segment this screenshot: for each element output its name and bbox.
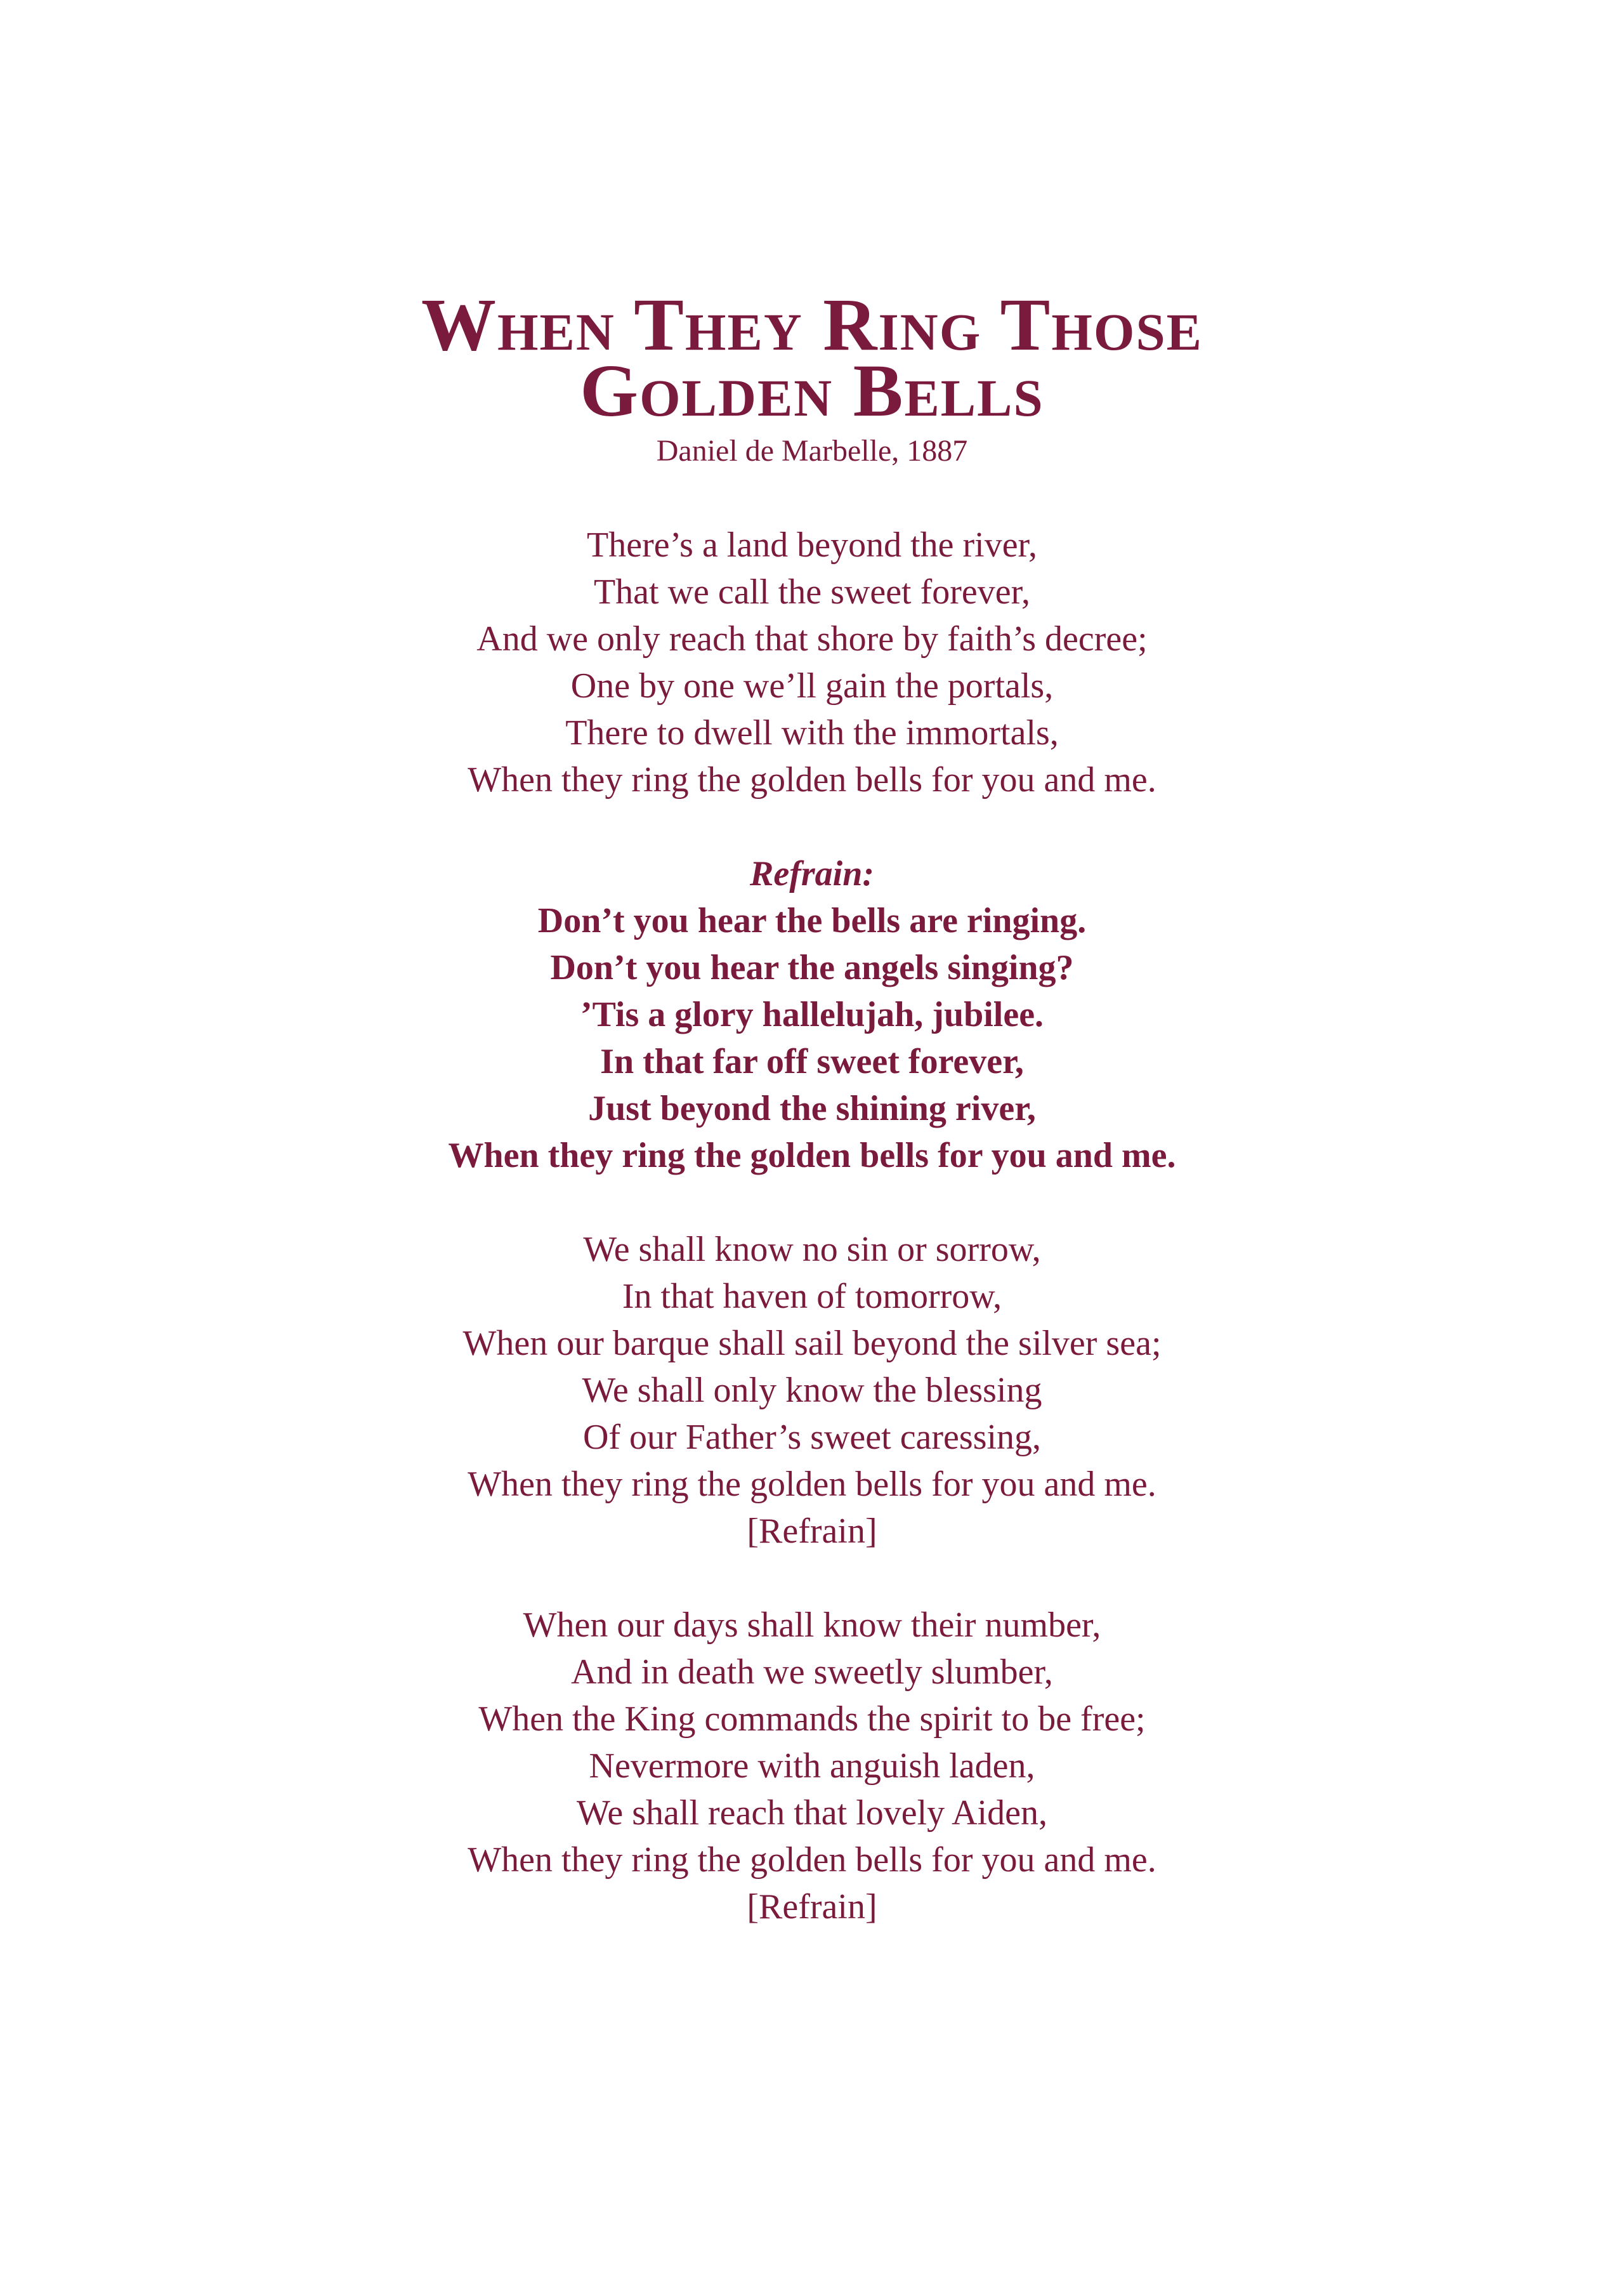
stanza-3-line: Nevermore with anguish laden, [589,1746,1035,1786]
stanza-3-line: When they ring the golden bells for you and me. [468,1840,1156,1880]
refrain-label: Refrain: [750,854,874,893]
stanza-2-line: In that haven of tomorrow, [622,1277,1002,1316]
stanza-3-line: And in death we sweetly slumber, [571,1652,1053,1692]
stanza-1-line: There to dwell with the immortals, [565,713,1059,753]
stanza-1-line: And we only reach that shore by faith’s decree; [476,619,1148,659]
stanza-2-line: We shall only know the blessing [582,1371,1042,1410]
refrain-line: ’Tis a glory hallelujah, jubilee. [580,995,1044,1034]
refrain-line: Just beyond the shining river, [588,1089,1036,1128]
hymn-title-line-1: When They Ring Those [421,283,1203,366]
stanza-1-line: There’s a land beyond the river, [587,525,1037,565]
stanza-2-line: When they ring the golden bells for you and me. [468,1465,1156,1504]
stanza-3-line: When the King commands the spirit to be free; [478,1699,1146,1739]
stanza-3-line: We shall reach that lovely Aiden, [577,1793,1047,1833]
stanza-2-line: We shall know no sin or sorrow, [583,1230,1041,1269]
stanza-1-line: One by one we’ll gain the portals, [570,666,1054,706]
stanza-2-line: Of our Father’s sweet caressing, [582,1418,1042,1457]
author-byline: Daniel de Marbelle, 1887 [656,434,968,468]
stanza-2 [0,1226,1624,1555]
hymn-title-line-2: Golden Bells [580,349,1044,432]
stanza-3 [0,1602,1624,1930]
title-block [0,283,1624,473]
stanza-3-line: When our days shall know their number, [523,1605,1101,1645]
stanza-1 [0,522,1624,803]
refrain-line: Don’t you hear the angels singing? [550,948,1074,987]
refrain-line: In that far off sweet forever, [600,1042,1024,1081]
refrain-reference: [Refrain] [747,1887,877,1927]
stanza-2-line: When our barque shall sail beyond the silver sea; [462,1324,1162,1363]
refrain [0,850,1624,1179]
refrain-line: When they ring the golden bells for you and me. [448,1136,1176,1175]
stanza-1-line: When they ring the golden bells for you and me. [468,760,1156,800]
lyrics-body [0,522,1624,1977]
refrain-reference: [Refrain] [747,1512,877,1551]
stanza-1-line: That we call the sweet forever, [593,572,1031,612]
refrain-line: Don’t you hear the bells are ringing. [537,901,1087,940]
